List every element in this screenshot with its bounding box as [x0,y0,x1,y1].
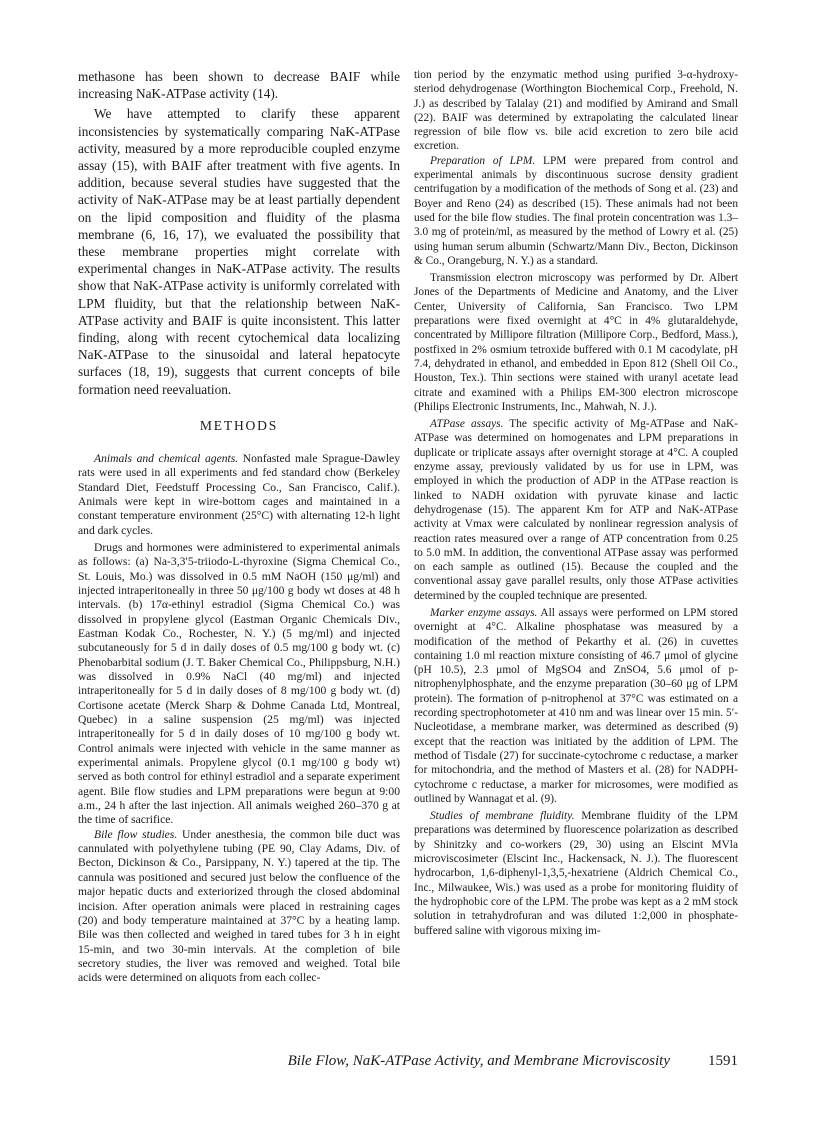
left-column [78,68,400,986]
introduction-paragraph: We have attempted to clarify these apparent inconsistencies by systematically comparing NaK-ATPase activity, measured by a more reproducible coupled enzyme assay (15), with BAIF after treatment with five agents. In addition, because several studies have suggested that the activity of NaK-ATPase may be at least partially dependent on the lipid composition and fluidity of the plasma membrane (6, 16, 17), we evaluated the possibility that these membrane properties might correlate with experimental changes in NaK-ATPase activity. The results show that NaK-ATPase activity is uniformly correlated with LPM fluidity, but that the relationship between NaK-ATPase activity and BAIF is quite inconsistent. This latter finding, along with recent cytochemical data localizing NaK-ATPase to the sinusoidal and lateral hepatocyte surfaces (18, 19), suggests that current concepts of bile formation need reevaluation. [78,106,400,397]
marker-lead: Marker enzyme assays. [430,606,538,619]
running-title: Bile Flow, NaK-ATPase Activity, and Membrane Microviscosity [287,1053,670,1069]
methods-heading: METHODS [199,417,279,433]
atpase-lead: ATPase assays. [430,418,504,431]
fluidity-lead: Studies of membrane fluidity. [430,810,575,823]
marker-paragraph [414,606,738,806]
tem-paragraph: Transmission electron microscopy was performed by Dr. Albert Jones of the Departments of Medicine and Anatomy, and the Liver Center, University of California, San Francisco. Two LPM preparations were fixed overnight at 4°C in 4% glutaraldehyde, concentrated by Millipore filtration (Millipore Corp., Bedford, Mass.), postfixed in 2% osmium tetroxide buffered with 0.1 M cacodylate, pH 7.4, dehydrated in ethanol, and embedded in Epon 812 (Shell Oil Co., Houston, Tex.). Thin sections were stained with uranyl acetate lead citrate and examined with a Philips EM-300 electron microscope (Philips Electronic Instruments, Inc., Mahwah, N. J.). [414,272,738,413]
atpase-text: The specific activity of Mg-ATPase and NaK-ATPase was determined on homogenates and LPM preparations in duplicate or triplicate assays after overnight storage at 4°C. A coupled enzyme assay, previously validated by us for use in LPM, was employed in which the production of ADP in the ATPase reaction is linked to NADH oxidation with pyruvate kinase and lactic dehydrogenase (15). The apparent Km for ATP and NaK-ATPase activity at Vmax were calculated by nonlinear regression analysis of reaction rates measured over a range of ATP concentration from 0.25 to 5.0 mM. In addition, the conventional ATPase assay was performed on each sample as outlined (15). Because the coupled and the conventional assay gave parallel results, only those ATPase activities determined by the coupled technique are presented. [414,418,738,602]
page-footer [78,1053,738,1071]
animals-paragraph [78,452,400,538]
drugs-paragraph: Drugs and hormones were administered to experimental animals as follows: (a) Na-3,3′5-triiodo-L-thyroxine (Sigma Chemical Co., St. Louis, Mo.) was dissolved in 0.5 mM NaOH (150 μg/ml) and injected intraperitoneally in three 50 μg/100 g body wt doses at 48 h intervals. (b) 17α-ethinyl estradiol (Sigma Chemical Co.) was dissolved in propylene glycol (Eastman Organic Chemicals Div., Eastman Kodak Co., Rochester, N. Y.) (5 mg/ml) and injected subcutaneously for 5 d in daily doses of 0.5 mg/100 g body wt. (c) Phenobarbital sodium (J. T. Baker Chemical Co., Philippsburg, N.H.) was dissolved in 0.9% NaCl (40 mg/ml) and injected intraperitoneally for 5 d in daily doses of 8 mg/100 g body wt. (d) Cortisone acetate (Merck Sharp & Dohme Canada Ltd, Montreal, Quebec) in a saline suspension (25 mg/ml) was injected intraperitoneally for 5 d in daily doses of 10 mg/100 g body wt. Control animals were injected with vehicle in the same manner as experimental animals. Propylene glycol (0.1 mg/100 g body wt) served as both control for ethinyl estradiol and a separate experiment agent. Bile flow studies and LPM preparations were begun at 9:00 a.m., 24 h after the last injection. All animals weighed 260–370 g at the time of sacrifice. [78,540,400,827]
continued-paragraph-right: tion period by the enzymatic method using purified 3-α-hydroxy-steriod dehydrogenase (Worthington Biochemical Corp., Freehold, N. J.) as described by Talalay (21) and modified by Amirand and Small (22). BAIF was determined by extrapolating the calculated linear regression of bile flow vs. bile acid excretion to zero bile acid excretion. [414,69,738,153]
marker-text: All assays were performed on LPM stored overnight at 4°C. Alkaline phosphatase was measured by a modification of the method of Pekarthy et al. (26) in cuvettes containing 1.0 ml reaction mixture consisting of 46.7 μmol of glycine (pH 10.5), 2.3 μmol of MgSO4 and ZnSO4, 5.6 μmol of p-nitrophenylphosphate, and the enzyme preparation (30–60 μg of LPM protein). The formation of p-nitrophenol at 37°C was estimated on a recording spectrophotometer at 410 nm and was linear over 15 min. 5′-Nucleotidase, a membrane marker, was determined as described (9) except that the reaction was initiated by the addition of LPM. The method of Tisdale (27) for succinate-cytochrome c reductase, a marker for mitochondria, and the method of Masters et al. (28) for NADPH-cytochrome c reductase, a marker for microsomes, were modified as outlined by Wannagat et al. (9). [414,606,738,805]
lpm-lead: Preparation of LPM. [430,154,536,167]
fluidity-paragraph [414,809,738,938]
page-number: 1591 [708,1053,738,1069]
right-column [414,68,738,938]
fluidity-text: Membrane fluidity of the LPM preparations was determined by fluorescence polarization as described by Shinitzky and co-workers (29, 30) using an Elscint MVla microviscosimeter (Elscint Inc., Hackensack, N. J.). The fluorescent hydrocarbon, 1,6-diphenyl-1,3,5,-hexatriene (Aldrich Chemical Co., Inc., Milwaukee, Wis.) was used as a probe for monitoring fluidity of the hydrophobic core of the LPM. The probe was kept as a 2 mM stock solution in tetrahydrofuran and was diluted 1:2,000 in phosphate-buffered saline with vigorous mixing im- [414,810,738,937]
animals-text: Nonfasted male Sprague-Dawley rats were used in all experiments and fed standard chow (Berkeley Standard Diet, Feedstuff Processing Co., San Francisco, Calif.). Animals were kept in wire-bottom cages and maintained in a constant temperature environment (25°C) with alternating 12-h light and dark cycles. [78,451,400,537]
lpm-text: LPM were prepared from control and experimental animals by discontinuous sucrose density gradient centrifugation by a modification of the methods of Song et al. (23) and Boyer and Reno (24) as described (15). These animals had not been used for the bile flow studies. The final protein concentration was 1.3–3.0 mg of protein/ml, as measured by the method of Lowry et al. (25) using human serum albumin (Schwartz/Mann Div., Becton, Dickinson & Co., Orangeburg, N. Y.) as a standard. [414,154,738,267]
lpm-paragraph [414,154,738,268]
animals-lead: Animals and chemical agents. [94,451,239,465]
atpase-paragraph [414,417,738,603]
bile-flow-text: Under anesthesia, the common bile duct was cannulated with polyethylene tubing (PE 90, Clay Adams, Div. of Becton, Dickinson & Co., Parsippany, N. Y.) tapered at the tip. The cannula was positioned and secured just below the confluence of the major hepatic ducts and exteriorized through the closed abdominal incision. After operation animals were placed in restraining cages (20) and body temperature maintained at 37°C by a heating lamp. Bile was then collected and weighed in tared tubes for 3 h in eight 15-min, and two 30-min intervals. At the completion of bile secretory studies, the liver was removed and weighed. Total bile acids were determined on aliquots from each collec- [78,827,400,985]
bile-flow-paragraph [78,828,400,986]
continued-paragraph: methasone has been shown to decrease BAIF while increasing NaK-ATPase activity (14). [78,69,400,102]
bile-flow-lead: Bile flow studies. [94,827,178,841]
